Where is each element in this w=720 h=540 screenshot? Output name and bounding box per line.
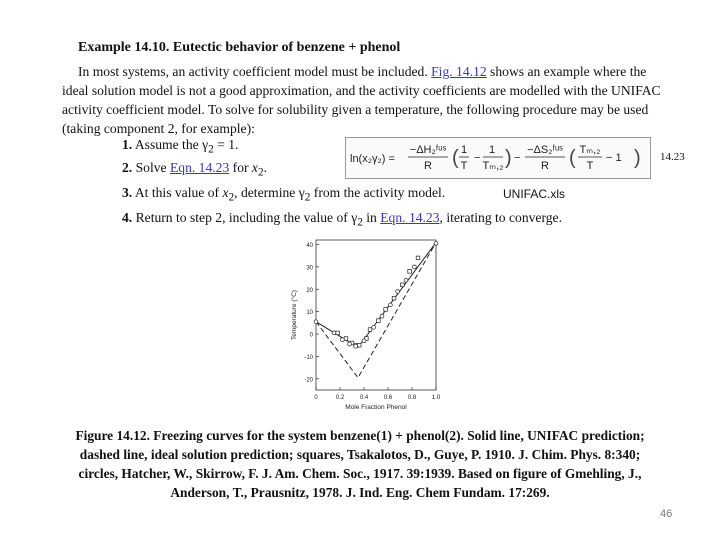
x-tick-label: 0.8: [407, 395, 417, 401]
svg-text:−: −: [514, 152, 521, 164]
svg-text:1: 1: [460, 144, 468, 156]
square-data-point: [368, 328, 372, 332]
square-data-point: [377, 319, 381, 323]
freezing-curve-chart: [288, 232, 448, 427]
circle-data-point: [354, 344, 358, 348]
equation-svg: [346, 138, 650, 178]
circle-data-point: [404, 278, 408, 282]
step-2: 2. Solve Eqn. 14.23 for $x_2$.: [122, 160, 268, 179]
svg-text:): ): [505, 147, 512, 169]
y-tick-label: 40: [306, 242, 313, 249]
svg-text:): ): [634, 147, 641, 169]
svg-text:− 1: − 1: [606, 152, 622, 164]
square-data-point: [392, 296, 396, 300]
chart-svg: [288, 232, 448, 422]
circle-data-point: [434, 241, 438, 245]
y-axis-label: Temperature (°C): [291, 290, 298, 340]
x-tick-label: 1.0: [431, 395, 441, 401]
x-axis-label: Mole Fraction Phenol: [345, 404, 407, 411]
circle-data-point: [380, 314, 384, 318]
square-data-point: [416, 256, 420, 260]
circle-data-point: [362, 339, 366, 343]
square-data-point: [401, 283, 405, 287]
unifac-xls-link[interactable]: UNIFAC.xls: [503, 187, 566, 201]
circle-data-point: [389, 303, 393, 307]
equation-number: 14.23: [660, 151, 685, 163]
x-tick-label: 0.4: [359, 395, 369, 401]
svg-text:1: 1: [488, 144, 496, 156]
y-tick-label: 10: [306, 310, 313, 317]
step-3: 3. At this value of $x_2$, determine $\gamma_2$ from the activity model.: [122, 185, 446, 204]
square-data-point: [336, 331, 340, 335]
square-data-point: [344, 337, 348, 341]
square-data-point: [384, 308, 388, 312]
circle-data-point: [372, 325, 376, 329]
eq-t2-num: −ΔS₂ᶠᵘˢ: [527, 144, 563, 156]
svg-text:(: (: [569, 147, 576, 169]
eq-t2-den: R: [541, 160, 549, 172]
y-tick-label: 20: [306, 287, 313, 294]
svg-text:T: T: [586, 160, 594, 172]
circle-data-point: [332, 331, 336, 335]
circle-data-point: [314, 320, 318, 324]
x-tick-label: 0: [314, 395, 318, 401]
y-tick-label: 30: [306, 265, 313, 272]
svg-text:(: (: [452, 147, 459, 169]
intro-paragraph: [62, 62, 662, 138]
circle-data-point: [413, 265, 417, 269]
svg-text:−: −: [474, 152, 481, 164]
svg-text:Tₘ,₂: Tₘ,₂: [579, 144, 601, 156]
y-tick-label: 0: [309, 332, 313, 339]
x-tick-label: 0.6: [383, 395, 393, 401]
eq-t1-den: R: [424, 160, 432, 172]
step-4: 4. Return to step 2, including the value of $\gamma_2$ in Eqn. 14.23, iterating to converge.: [122, 210, 562, 229]
eqn-14-23-link-2[interactable]: Eqn. 14.23: [380, 210, 440, 225]
square-data-point: [357, 343, 361, 347]
circle-data-point: [396, 290, 400, 294]
ideal-solution-line: [316, 242, 436, 377]
intro-text-1: In most systems, an activity coefficient model must be included.: [78, 64, 432, 79]
circle-data-point: [341, 338, 345, 342]
example-title: Example 14.10. Eutectic behavior of benzene + phenol: [78, 40, 401, 55]
y-tick-label: -20: [304, 377, 313, 384]
svg-text:Tₘ,₂: Tₘ,₂: [482, 160, 504, 172]
fig-14-12-link[interactable]: Fig. 14.12: [431, 64, 487, 79]
square-data-point: [408, 270, 412, 274]
step-1: 1. Assume the $\gamma_2 = 1$.: [122, 137, 239, 156]
y-tick-label: -10: [304, 354, 313, 361]
x-tick-label: 0.2: [335, 395, 345, 401]
intro-text-2: shows an example where the ideal solution model is not a good approximation, and the activity coefficients are modelled with the UNIFAC activity coefficient model. To solve for solubility given a temperature, the following procedure may be used (taking component 2, for example):: [62, 64, 661, 136]
eq-t1-num: −ΔH₂ᶠᵘˢ: [409, 144, 447, 156]
plot-frame: [316, 240, 436, 390]
circle-data-point: [348, 342, 352, 346]
eq-lhs: ln(x₂γ₂) =: [350, 153, 395, 165]
eqn-14-23-link[interactable]: Eqn. 14.23: [169, 160, 230, 175]
svg-text:T: T: [460, 160, 468, 172]
page-number: 46: [660, 508, 673, 520]
equation-14-23: [345, 137, 651, 179]
figure-caption: Figure 14.12. Freezing curves for the system benzene(1) + phenol(2). Solid line, UNIFAC prediction; dashed line, ideal solution prediction; squares, Tsakalotos, D., Guye, P. 1910. J. Chim. Phys. 8:340; circles, Hatcher, W., Skirrow, F. J. Am. Chem. Soc., 1917. 39:1939. Based on figure of Gmehling, J., Anderson, T., Prausnitz, 1978. J. Ind. Eng. Chem Fundam. 17:269.: [75, 428, 645, 500]
